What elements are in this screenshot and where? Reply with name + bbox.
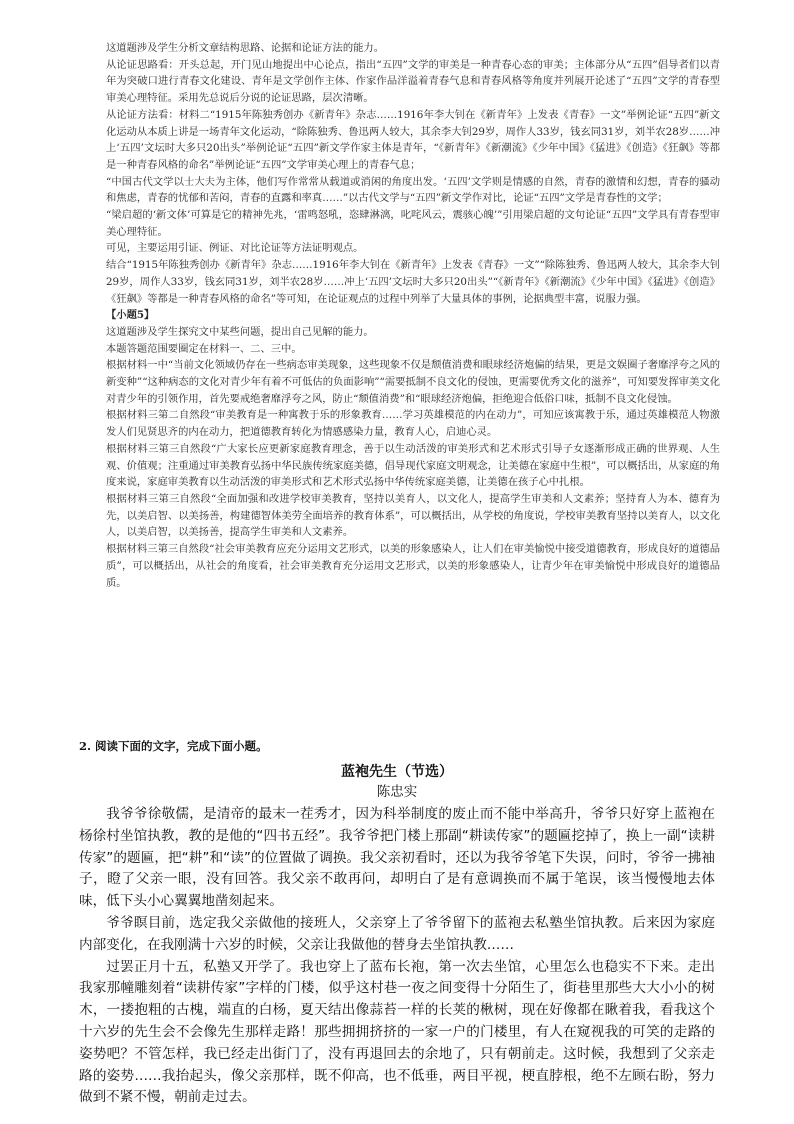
analysis-paragraph: “梁启超的‘新文体’可算是它的精神先兆，‘雷鸣怒吼，恣肆淋漓，叱咤风云，震骇心魄’”引用梁启超的文句论证“五四”文学具有青春型审美心理特征。 — [106, 209, 720, 238]
analysis-paragraph: 根据材料三第二自然段“审美教育是一种寓教于乐的形象教育……学习英雄模范的内在动力”，可知应该寓教于乐，通过英雄模范人物激发人们见贤思齐的内在动力，把道德教育转化为情感感染力量，教育人心，启迪心灵。 — [106, 409, 720, 439]
analysis-paragraph: 结合“1915年陈独秀创办《新青年》杂志……1916年李大钊在《新青年》上发表《青春》一文”“除陈独秀、鲁迅两人较大，其余李大钊29岁，周作人33岁，钱玄同31岁，刘半农28岁……冲上‘五四’文坛时大多只20出头”“《新青年》《新潮流》《少年中国》《猛进》《创造》《狂飙》等都是一种青春风格的命名”等可知，在论证观点的过程中列举了大量具体的事例，论据典型丰富，说服力强。 — [106, 259, 720, 305]
question-heading: 2. 阅读下面的文字，完成下面小题。 — [79, 739, 268, 753]
answer-analysis — [106, 40, 720, 591]
passage-paragraph: 爷爷瞑目前，选定我父亲做他的接班人，父亲穿上了爷爷留下的蓝袍去私塾坐馆执教。后来因为家庭内部变化，在我刚满十六岁的时候，父亲让我做他的替身去坐馆执教…… — [79, 914, 715, 953]
analysis-paragraph: 根据材料三第三自然段“社会审美教育应充分运用文艺形式，以美的形象感染人，让人们在审美愉悦中接受道德教育，形成良好的道德品质”，可以概括出，从社会的角度看，社会审美教育充分运用文艺形式，以美的形象感染人，让青少年在审美愉悦中形成良好的道德品质。 — [106, 543, 720, 589]
analysis-paragraph: 这道题涉及学生分析文章结构思路、论据和论证方法的能力。 — [106, 42, 385, 54]
passage-author: 陈忠实 — [376, 784, 418, 800]
analysis-paragraph: 本题答题范围要圈定在材料一、二、三中。 — [106, 342, 302, 355]
reading-passage — [79, 762, 715, 1109]
analysis-paragraph: 这道题涉及学生探究文中某些问题，提出自己见解的能力。 — [106, 325, 374, 338]
passage-paragraph: 过罢正月十五，私塾又开学了。我也穿上了蓝布长袍，第一次去坐馆，心里怎么也稳实不下来。走出我家那幢雕刻着“读耕传家”字样的门楼，似乎这村巷一夜之间变得十分陌生了，街巷里那些大大小小的树木，一搂抱粗的古槐，端直的白杨，夏天结出像蒜苔一样的长荚的楸树，现在好像都在瞅着我，看我这个十六岁的先生会不会像先生那样走路！那些拥拥挤挤的一家一户的门楼里，有人在窥视我的可笑的走路的姿势吧？不管怎样，我已经走出街门了，没有再退回去的余地了，只有朝前走。这时候，我想到了父亲走路的姿势……我抬起头，像父亲那样，既不仰高，也不低垂，两目平视，梗直脖根，绝不左顾右盼，努力做到不紧不慢，朝前走过去。 — [79, 958, 715, 1106]
analysis-paragraph: 从论证方法看：材料二“1915年陈独秀创办《新青年》杂志……1916年李大钊在《新青年》上发表《青春》一文”举例论证“五四”新文化运动从本质上讲是一场青年文化运动，“除陈独秀、鲁迅两人较大，其余李大钊29岁，周作人33岁，钱玄同31岁，刘半农28岁……冲上‘五四’文坛时大多只20出头”举例论证“五四”新文学作家主体是青年，“《新青年》《新潮流》《少年中国》《猛进》《创造》《狂飙》等都是一种青春风格的命名”举例论证“五四”文学审美心理上的青春气息； — [106, 108, 720, 171]
passage-title: 蓝袍先生（节选） — [341, 764, 453, 780]
analysis-paragraph: “中国古代文学以士大夫为主体，他们写作常常从载道或消闲的角度出发。‘五四’文学则是情感的自然，青春的激情和幻想，青春的骚动和焦虑，青春的忧郁和苦闷，青春的直露和率真……”以古代文学与“五四”新文学作对比，论证“五四”文学是青春性的文学； — [106, 175, 720, 205]
subquestion-label: 【小题5】 — [106, 309, 155, 322]
passage-paragraph: 我爷爷徐敬儒，是清帝的最末一茬秀才，因为科举制度的废止而不能中举高升，爷爷只好穿上蓝袍在杨徐村坐馆执教，教的是他的“四书五经”。我爷爷把门楼上那副“耕读传家”的题匾挖掉了，换上一副“读耕传家”的题匾，把“耕”和“读”的位置做了调换。我父亲初看时，还以为我爷爷笔下失误，问时，爷爷一拂袖子，瞪了父亲一眼，没有回答。我父亲不敢再问，却明白了是有意调换而不属于笔误，该当慢慢地去体味，低下头小心翼翼地凿刻起来。 — [79, 806, 715, 910]
analysis-paragraph: 可见，主要运用引证、例证、对比论证等方法证明观点。 — [106, 242, 364, 255]
analysis-paragraph: 根据材料三第三自然段“广大家长应更新家庭教育理念，善于以生动活泼的审美形式和艺术形式引导子女逐渐形成正确的世界观、人生观、价值观；注重通过审美教育弘扬中华民族传统家庭美德，倡导现代家庭文明观念，让美德在家庭中生根”，可以概括出，从家庭的角度来说，家庭审美教育以生动活泼的审美形式和艺术形式弘扬中华传统家庭美德，让美德在孩子心中扎根。 — [106, 442, 720, 489]
analysis-paragraph: 从论证思路看：开头总起，开门见山地提出中心论点，指出“五四”文学的审美是一种青春心态的审美；主体部分从“五四”倡导者们以青年为突破口进行青春文化建设、青年是文学创作主体、作家作品洋溢着青春气息和青春风格等角度并列展开论述了“五四”文学的青春型审美心理特征。采用先总说后分说的论证思路，层次清晰。 — [106, 58, 720, 105]
analysis-paragraph: 根据材料一中“当前文化领域仍存在一些病态审美现象，这些现象不仅是颓值消费和眼球经济炮偏的结果，更是文娱圈子奢靡浮夸之风的新变种”“这种病态的文化对青少年有着不可低估的负面影响”“需要抵制不良文化的侵蚀，更需要优秀文化的滋养”，可知要发挥审美文化对青少年的引领作用，首先要戒绝奢靡浮夸之风，防止“颓值消费”和“眼球经济炮偏，拒绝迎合低俗口味，抵制不良文化侵蚀。 — [106, 359, 720, 405]
analysis-paragraph: 根据材料三第三自然段“全面加强和改进学校审美教育，坚持以美育人，以文化人，提高学生审美和人文素养；坚持育人为本、德育为先，以美启智、以美扬善，构建德智体美劳全面培养的教育体系”，可以概括出，从学校的角度说，学校审美教育坚持以美育人，以文化人，以美启智，以美扬善，提高学生审美和人文素养。 — [106, 492, 720, 539]
